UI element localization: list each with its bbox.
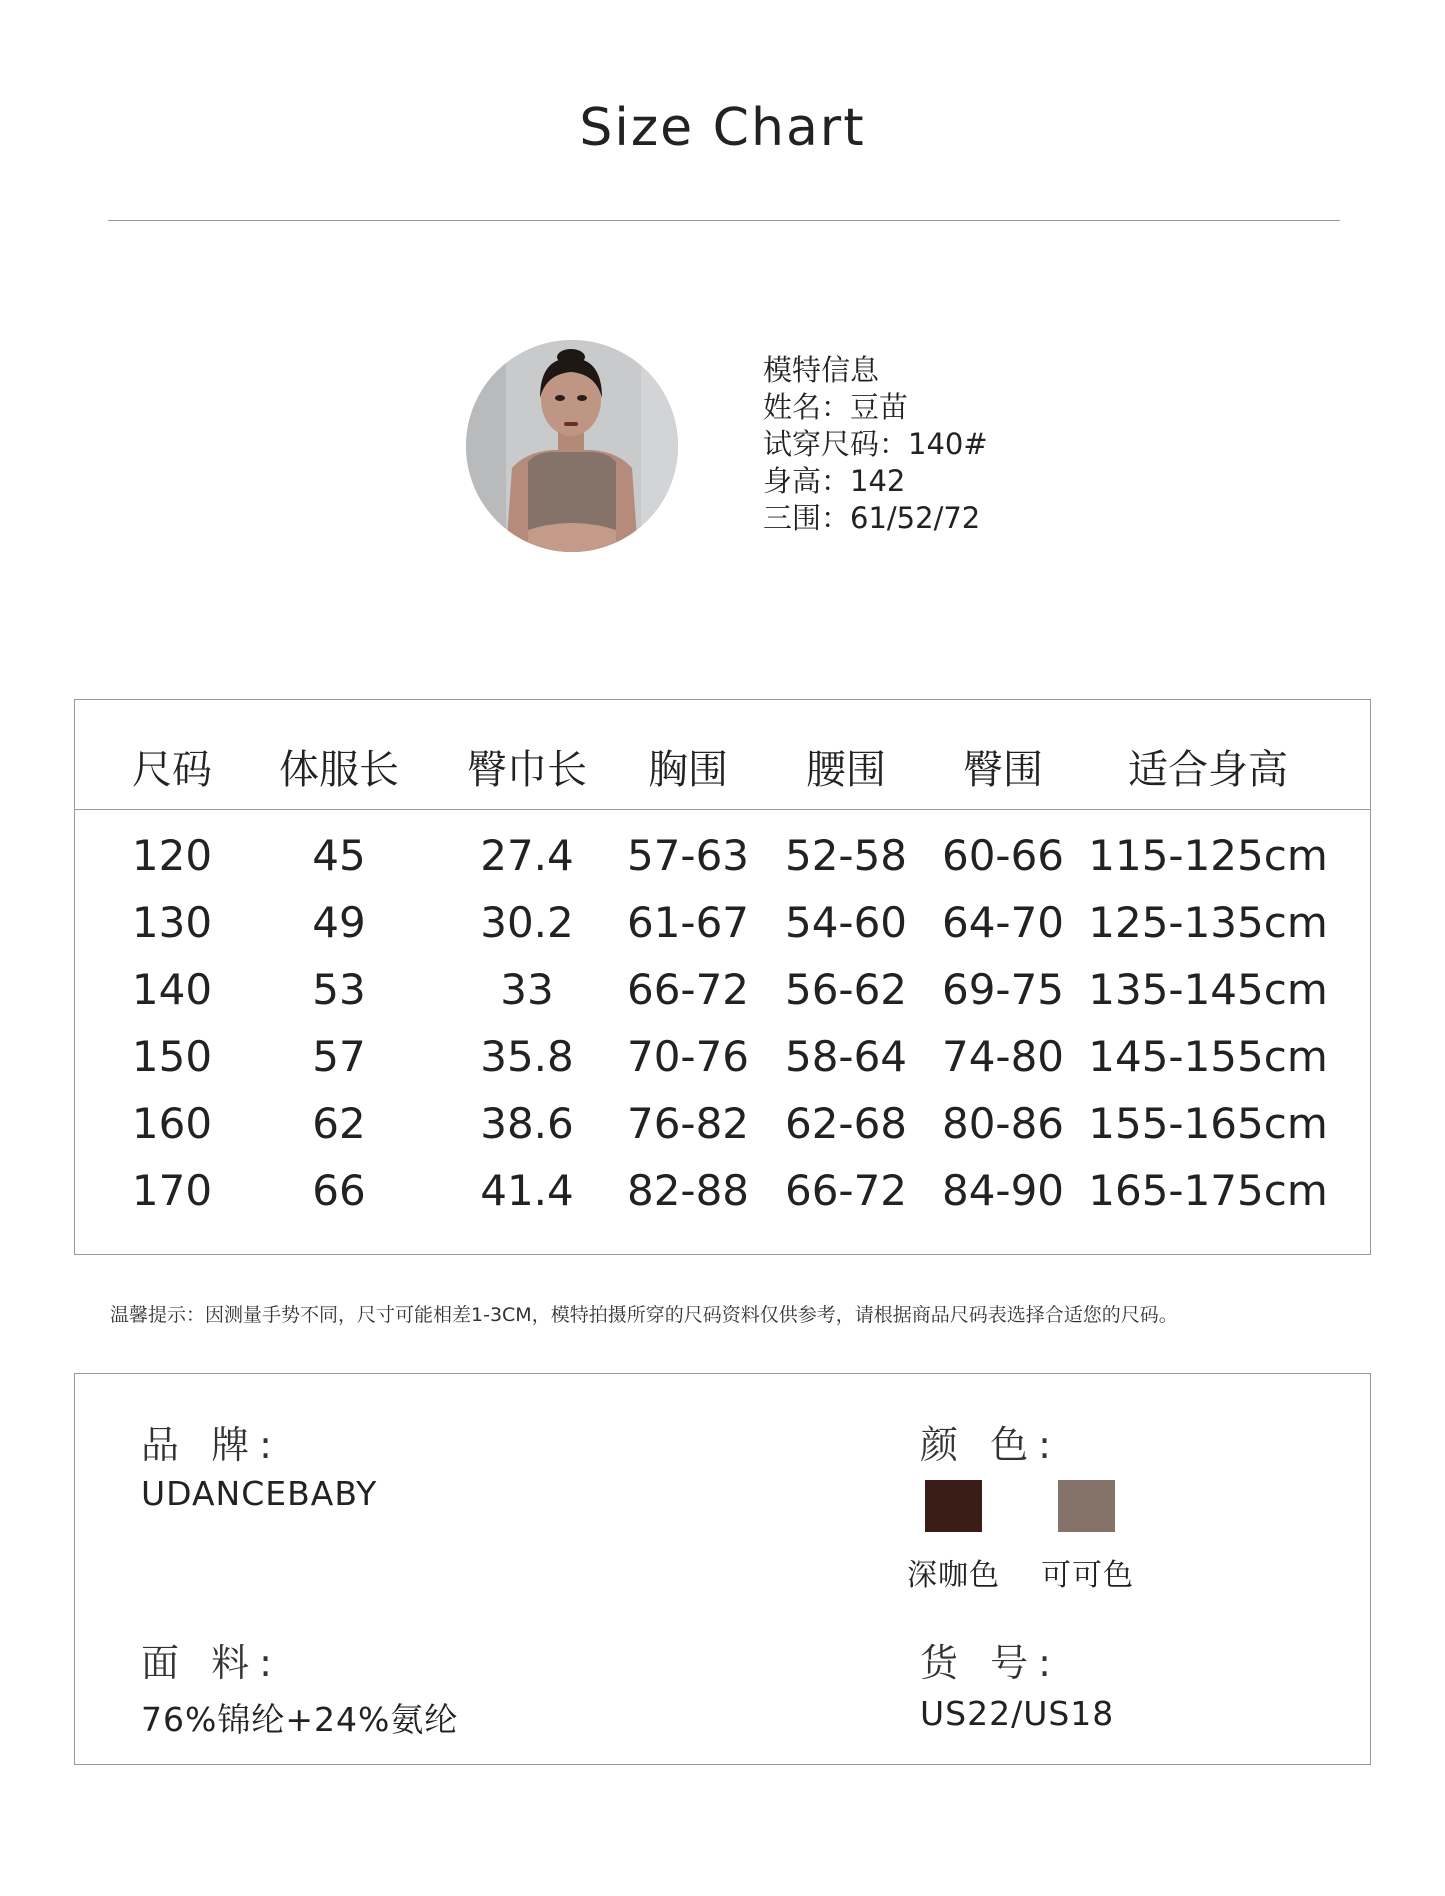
model-avatar [466, 340, 678, 552]
cell-hip-scarf-length: 38.6 [480, 1099, 574, 1148]
title-divider [108, 220, 1340, 221]
cell-fit-height: 125-135cm [1088, 898, 1328, 947]
cell-body-length: 53 [312, 965, 366, 1014]
cell-waist: 58-64 [784, 1032, 908, 1081]
cell-size: 170 [131, 1166, 213, 1215]
cell-waist: 62-68 [784, 1099, 908, 1148]
cell-body-length: 49 [312, 898, 366, 947]
cell-hip-scarf-length: 35.8 [480, 1032, 574, 1081]
cell-hip-scarf-length: 33 [500, 965, 554, 1014]
cell-fit-height: 155-165cm [1088, 1099, 1328, 1148]
brand-label: 品 牌: [141, 1423, 282, 1467]
header-size: 尺码 [132, 747, 212, 793]
cell-size: 120 [131, 831, 213, 880]
cell-fit-height: 165-175cm [1088, 1166, 1328, 1215]
model-info-heading: 模特信息 [763, 353, 880, 387]
brand-value: UDANCEBABY [141, 1474, 378, 1513]
size-table-header [75, 700, 1370, 810]
color-swatch-dark-coffee[interactable] [925, 1480, 982, 1532]
cell-hip-scarf-length: 27.4 [480, 831, 574, 880]
sku-label: 货 号: [920, 1641, 1061, 1685]
cell-size: 130 [131, 898, 213, 947]
sku-value: US22/US18 [920, 1694, 1115, 1733]
cell-bust: 61-67 [626, 898, 750, 947]
header-body-length: 体服长 [279, 747, 399, 793]
model-trial-size: 试穿尺码：140# [763, 427, 988, 461]
cell-waist: 56-62 [784, 965, 908, 1014]
cell-hip-scarf-length: 30.2 [480, 898, 574, 947]
product-info-box [74, 1373, 1371, 1765]
cell-hip: 80-86 [941, 1099, 1065, 1148]
page-title: Size Chart [579, 98, 866, 158]
color-name-cocoa: 可可色 [1041, 1558, 1134, 1593]
size-table [74, 699, 1371, 1255]
cell-bust: 76-82 [626, 1099, 750, 1148]
cell-bust: 70-76 [626, 1032, 750, 1081]
cell-hip: 60-66 [941, 831, 1065, 880]
model-name: 姓名：豆苗 [763, 390, 909, 424]
header-fit-height: 适合身高 [1128, 747, 1288, 793]
cell-size: 140 [131, 965, 213, 1014]
cell-size: 160 [131, 1099, 213, 1148]
model-info [763, 352, 988, 537]
cell-fit-height: 115-125cm [1088, 831, 1328, 880]
cell-fit-height: 135-145cm [1088, 965, 1328, 1014]
cell-bust: 82-88 [626, 1166, 750, 1215]
cell-fit-height: 145-155cm [1088, 1032, 1328, 1081]
fabric-value: 76%锦纶+24%氨纶 [141, 1700, 459, 1739]
model-measurements: 三围：61/52/72 [763, 501, 981, 535]
cell-hip-scarf-length: 41.4 [480, 1166, 574, 1215]
model-photo-illustration [466, 340, 678, 552]
cell-body-length: 45 [312, 831, 366, 880]
sizing-tip: 温馨提示：因测量手势不同，尺寸可能相差1-3CM，模特拍摄所穿的尺码资料仅供参考，请根据商品尺码表选择合适您的尺码。 [110, 1304, 1178, 1326]
color-label: 颜 色: [920, 1423, 1061, 1467]
header-bust: 胸围 [648, 747, 728, 793]
color-swatch-cocoa[interactable] [1058, 1480, 1115, 1532]
cell-hip: 84-90 [941, 1166, 1065, 1215]
cell-hip: 64-70 [941, 898, 1065, 947]
cell-body-length: 57 [312, 1032, 366, 1081]
cell-hip: 69-75 [941, 965, 1065, 1014]
cell-waist: 54-60 [784, 898, 908, 947]
cell-waist: 52-58 [784, 831, 908, 880]
cell-waist: 66-72 [784, 1166, 908, 1215]
fabric-label: 面 料: [141, 1641, 282, 1685]
model-height: 身高：142 [763, 464, 906, 498]
color-name-dark-coffee: 深咖色 [907, 1558, 1000, 1593]
cell-body-length: 66 [312, 1166, 366, 1215]
cell-bust: 57-63 [626, 831, 750, 880]
cell-hip: 74-80 [941, 1032, 1065, 1081]
cell-bust: 66-72 [626, 965, 750, 1014]
header-waist: 腰围 [806, 747, 886, 793]
cell-size: 150 [131, 1032, 213, 1081]
header-hip-scarf-length: 臀巾长 [467, 747, 587, 793]
cell-body-length: 62 [312, 1099, 366, 1148]
header-hip: 臀围 [963, 747, 1043, 793]
